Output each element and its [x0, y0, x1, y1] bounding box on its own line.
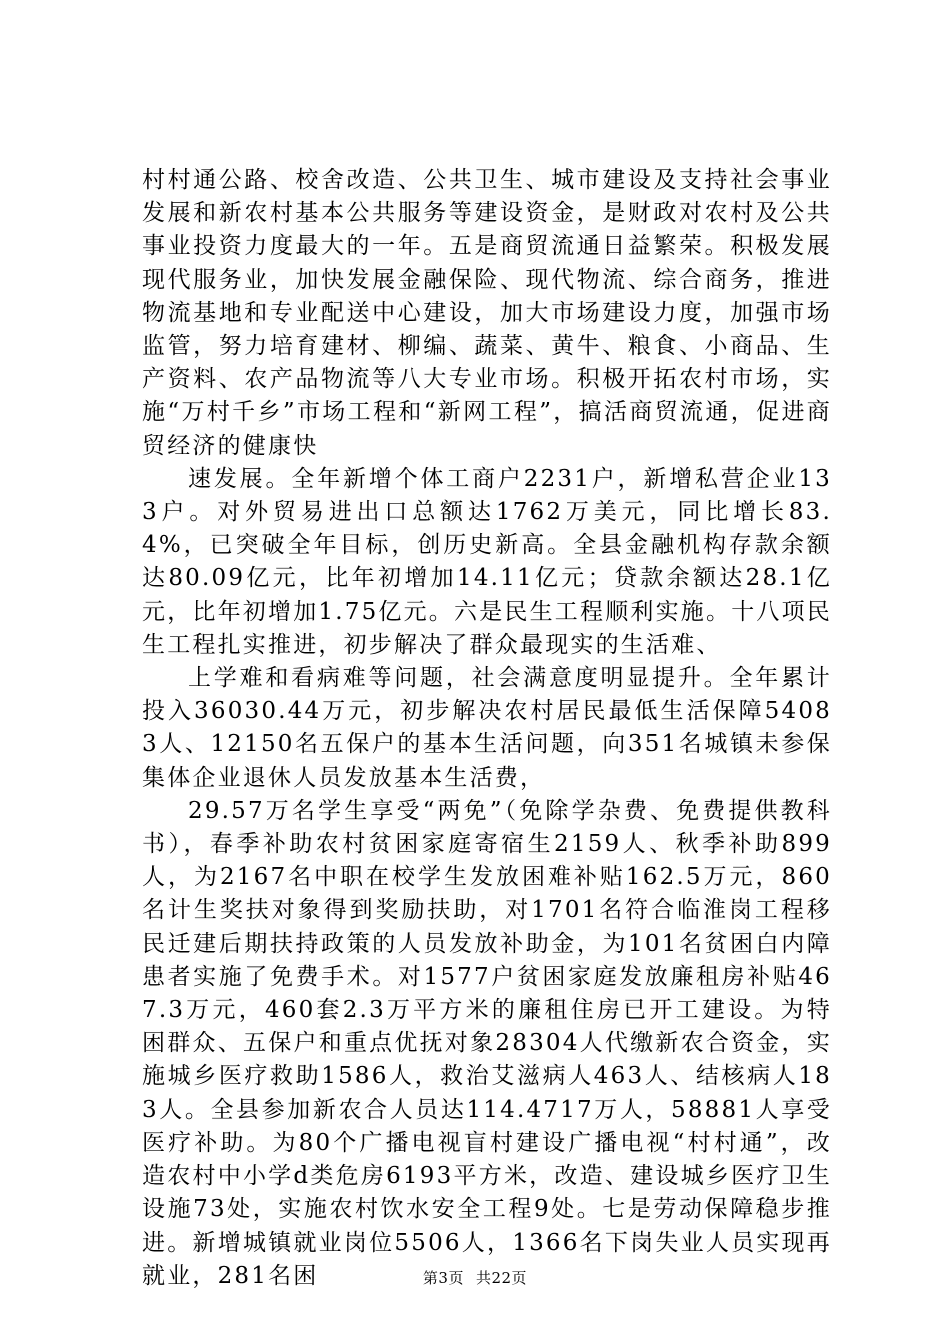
page-number: 第3页 — [422, 1269, 464, 1287]
page-footer — [0, 1268, 950, 1288]
document-body — [142, 164, 832, 1293]
paragraph-1: 村村通公路、校舍改造、公共卫生、城市建设及支持社会事业发展和新农村基本公共服务等建设资金，是财政对农村及公共事业投资力度最大的一年。五是商贸流通日益繁荣。积极发展现代服务业，加快发展金融保险、现代物流、综合商务，推进物流基地和专业配送中心建设，加大市场建设力度，加强市场监管，努力培育建材、柳编、蔬菜、黄牛、粮食、小商品、生产资料、农产品物流等八大专业市场。积极开拓农村市场，实施“万村千乡”市场工程和“新网工程”，搞活商贸流通，促进商贸经济的健康快 — [142, 167, 832, 459]
paragraph-4: 29.57万名学生享受“两免”（免除学杂费、免费提供教科书），春季补助农村贫困家庭寄宿生2159人、秋季补助899人，为2167名中职在校学生发放困难补贴162.5万元，860名计生奖扶对象得到奖励扶助，对1701名符合临淮岗工程移民迁建后期扶持政策的人员发放补助金，为101名贫困白内障患者实施了免费手术。对1577户贫困家庭发放廉租房补贴467.3万元，460套2.3万平方米的廉租住房已开工建设。为特困群众、五保户和重点优抚对象28304人代缴新农合资金，实施城乡医疗救助1586人，救治艾滋病人463人、结核病人183人。全县参加新农合人员达114.4717万人，58881人享受医疗补助。为80个广播电视盲村建设广播电视“村村通”，改造农村中小学d类危房6193平方米，改造、建设城乡医疗卫生设施73处，实施农村饮水安全工程9处。七是劳动保障稳步推进。新增城镇就业岗位5506人，1366名下岗失业人员实现再就业，281名困 — [142, 797, 832, 1289]
paragraph-2: 速发展。全年新增个体工商户2231户，新增私营企业133户。对外贸易进出口总额达1762万美元，同比增长83.4%，已突破全年目标，创历史新高。全县金融机构存款余额达80.09亿元，比年初增加14.11亿元；贷款余额达28.1亿元，比年初增加1.75亿元。六是民生工程顺利实施。十八项民生工程扎实推进，初步解决了群众最现实的生活难、 — [142, 465, 833, 658]
paragraph-3: 上学难和看病难等问题，社会满意度明显提升。全年累计投入36030.44万元，初步解决农村居民最低生活保障54083人、12150名五保户的基本生活问题，向351名城镇未参保集体企业退休人员发放基本生活费， — [142, 665, 832, 791]
page-total: 共22页 — [475, 1269, 528, 1287]
